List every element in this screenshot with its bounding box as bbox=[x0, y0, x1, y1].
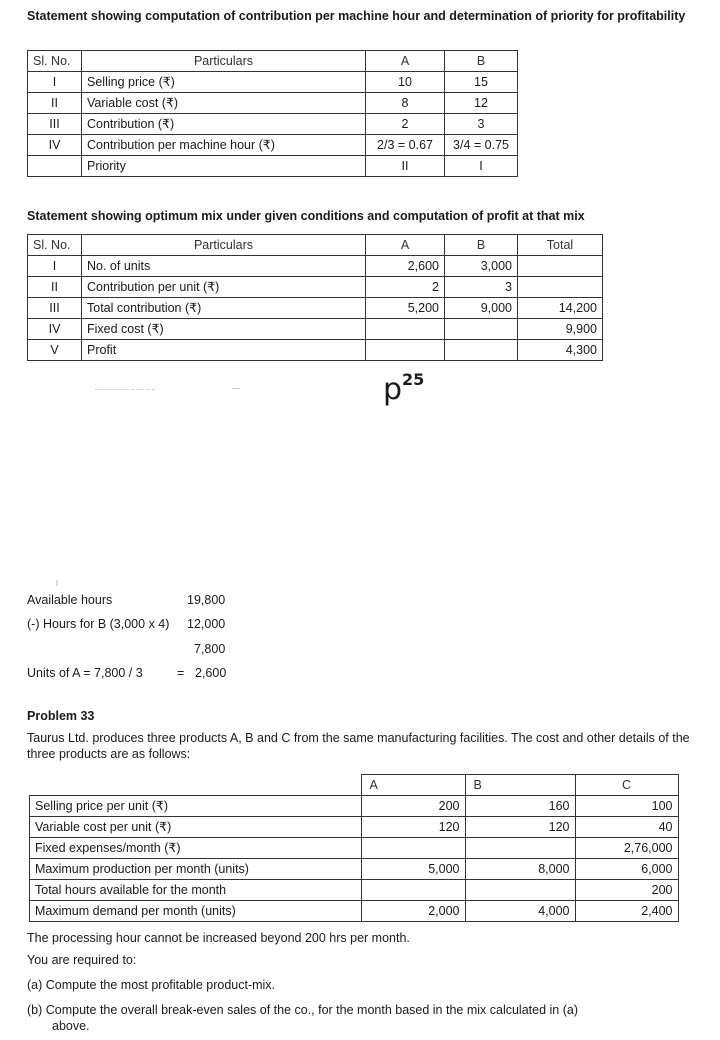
row-total bbox=[518, 256, 603, 277]
row-b: 9,000 bbox=[445, 298, 518, 319]
row-particular: Contribution (₹) bbox=[82, 114, 366, 135]
row-c: 40 bbox=[575, 817, 678, 838]
row-a bbox=[366, 319, 445, 340]
row-b: 12 bbox=[445, 93, 518, 114]
table-header-row bbox=[28, 235, 603, 256]
balance-hours-value: 7,800 bbox=[194, 642, 226, 656]
row-no bbox=[28, 156, 82, 177]
row-particular: No. of units bbox=[82, 256, 366, 277]
header-b: B bbox=[445, 51, 518, 72]
row-particular: Priority bbox=[82, 156, 366, 177]
table-row bbox=[30, 817, 679, 838]
row-a: 120 bbox=[361, 817, 465, 838]
row-a: 200 bbox=[361, 796, 465, 817]
header-a: A bbox=[366, 235, 445, 256]
row-no: I bbox=[28, 256, 82, 277]
contribution-table bbox=[27, 50, 518, 177]
row-a: 5,000 bbox=[361, 859, 465, 880]
row-a: 2,000 bbox=[361, 901, 465, 922]
row-no: II bbox=[28, 277, 82, 298]
row-particular: Fixed expenses/month (₹) bbox=[30, 838, 362, 859]
row-c: 2,76,000 bbox=[575, 838, 678, 859]
table-row bbox=[28, 135, 518, 156]
row-particular: Maximum production per month (units) bbox=[30, 859, 362, 880]
table-row bbox=[28, 93, 518, 114]
header-particulars: Particulars bbox=[82, 235, 366, 256]
table-row bbox=[28, 256, 603, 277]
row-b: 3 bbox=[445, 277, 518, 298]
page-marker-number: 25 bbox=[402, 370, 425, 389]
row-c: 6,000 bbox=[575, 859, 678, 880]
row-a: 2 bbox=[366, 114, 445, 135]
row-particular: Fixed cost (₹) bbox=[82, 319, 366, 340]
row-b bbox=[445, 319, 518, 340]
header-a: A bbox=[366, 51, 445, 72]
row-a bbox=[361, 880, 465, 901]
table-row bbox=[28, 340, 603, 361]
row-no: IV bbox=[28, 319, 82, 340]
header-b: B bbox=[465, 775, 575, 796]
scan-artifact bbox=[232, 388, 240, 389]
row-particular: Contribution per machine hour (₹) bbox=[82, 135, 366, 156]
header-blank bbox=[30, 775, 362, 796]
table-row bbox=[30, 838, 679, 859]
row-no: I bbox=[28, 72, 82, 93]
table-row bbox=[30, 859, 679, 880]
table-row bbox=[28, 277, 603, 298]
row-b: 4,000 bbox=[465, 901, 575, 922]
units-of-a-value: 2,600 bbox=[195, 666, 227, 680]
problem-note: The processing hour cannot be increased beyond 200 hrs per month. bbox=[27, 931, 410, 945]
table-header-row bbox=[30, 775, 679, 796]
available-hours-value: 19,800 bbox=[187, 593, 226, 607]
problem-part-b-line2: above. bbox=[52, 1019, 90, 1033]
row-particular: Profit bbox=[82, 340, 366, 361]
row-c: 100 bbox=[575, 796, 678, 817]
table-row bbox=[30, 901, 679, 922]
row-a: 2/3 = 0.67 bbox=[366, 135, 445, 156]
units-of-a-label: Units of A = 7,800 / 3 bbox=[27, 666, 143, 680]
row-a: 2 bbox=[366, 277, 445, 298]
available-hours-label: Available hours bbox=[27, 593, 113, 607]
scan-artifact bbox=[56, 580, 58, 586]
statement1-title: Statement showing computation of contribution per machine hour and determination of priority for profitability bbox=[27, 9, 686, 23]
row-a: 2,600 bbox=[366, 256, 445, 277]
row-b: 8,000 bbox=[465, 859, 575, 880]
row-particular: Contribution per unit (₹) bbox=[82, 277, 366, 298]
table-row bbox=[28, 298, 603, 319]
table-row bbox=[28, 114, 518, 135]
row-b: 3/4 = 0.75 bbox=[445, 135, 518, 156]
row-particular: Selling price (₹) bbox=[82, 72, 366, 93]
header-c: C bbox=[575, 775, 678, 796]
row-a: 5,200 bbox=[366, 298, 445, 319]
row-total bbox=[518, 277, 603, 298]
row-a bbox=[366, 340, 445, 361]
problem-required: You are required to: bbox=[27, 953, 137, 967]
row-c: 200 bbox=[575, 880, 678, 901]
header-sl-no: Sl. No. bbox=[28, 235, 82, 256]
table-row bbox=[30, 880, 679, 901]
row-b bbox=[465, 838, 575, 859]
row-no: IV bbox=[28, 135, 82, 156]
row-no: III bbox=[28, 298, 82, 319]
row-b: 120 bbox=[465, 817, 575, 838]
row-particular: Variable cost per unit (₹) bbox=[30, 817, 362, 838]
table-row bbox=[28, 319, 603, 340]
row-b: I bbox=[445, 156, 518, 177]
row-no: V bbox=[28, 340, 82, 361]
header-a: A bbox=[361, 775, 465, 796]
page-marker-letter: p bbox=[383, 372, 403, 407]
less-hours-label: (-) Hours for B (3,000 x 4) bbox=[27, 617, 170, 631]
header-b: B bbox=[445, 235, 518, 256]
problem-part-b bbox=[27, 1002, 717, 1034]
row-particular: Selling price per unit (₹) bbox=[30, 796, 362, 817]
row-particular: Maximum demand per month (units) bbox=[30, 901, 362, 922]
row-a bbox=[361, 838, 465, 859]
row-b bbox=[445, 340, 518, 361]
header-sl-no: Sl. No. bbox=[28, 51, 82, 72]
row-a: II bbox=[366, 156, 445, 177]
row-total: 14,200 bbox=[518, 298, 603, 319]
row-no: III bbox=[28, 114, 82, 135]
page-marker bbox=[383, 370, 424, 407]
less-hours-value: 12,000 bbox=[187, 617, 226, 631]
table-row bbox=[28, 72, 518, 93]
problem-intro: Taurus Ltd. produces three products A, B and C from the same manufacturing facilities. The cost and other details of the three products are as follows: bbox=[27, 731, 690, 761]
table-row bbox=[28, 156, 518, 177]
row-b: 3 bbox=[445, 114, 518, 135]
row-c: 2,400 bbox=[575, 901, 678, 922]
row-total: 9,900 bbox=[518, 319, 603, 340]
scan-artifact bbox=[95, 389, 155, 390]
statement2-title: Statement showing optimum mix under given conditions and computation of profit at that mix bbox=[27, 209, 585, 223]
problem-part-a: (a) Compute the most profitable product-mix. bbox=[27, 978, 276, 992]
units-of-a-equals: = bbox=[177, 666, 185, 680]
row-particular: Total hours available for the month bbox=[30, 880, 362, 901]
row-particular: Total contribution (₹) bbox=[82, 298, 366, 319]
row-a: 8 bbox=[366, 93, 445, 114]
row-b: 15 bbox=[445, 72, 518, 93]
row-total: 4,300 bbox=[518, 340, 603, 361]
optimum-mix-table bbox=[27, 234, 603, 361]
row-a: 10 bbox=[366, 72, 445, 93]
row-b: 3,000 bbox=[445, 256, 518, 277]
problem-heading: Problem 33 bbox=[27, 709, 95, 723]
row-no: II bbox=[28, 93, 82, 114]
problem-part-b-line1: (b) Compute the overall break-even sales of the co., for the month based in the mix calculated in (a) bbox=[27, 1003, 578, 1017]
row-b: 160 bbox=[465, 796, 575, 817]
row-b bbox=[465, 880, 575, 901]
header-particulars: Particulars bbox=[82, 51, 366, 72]
table-header-row bbox=[28, 51, 518, 72]
header-total: Total bbox=[518, 235, 603, 256]
table-row bbox=[30, 796, 679, 817]
product-details-table bbox=[29, 774, 679, 922]
row-particular: Variable cost (₹) bbox=[82, 93, 366, 114]
